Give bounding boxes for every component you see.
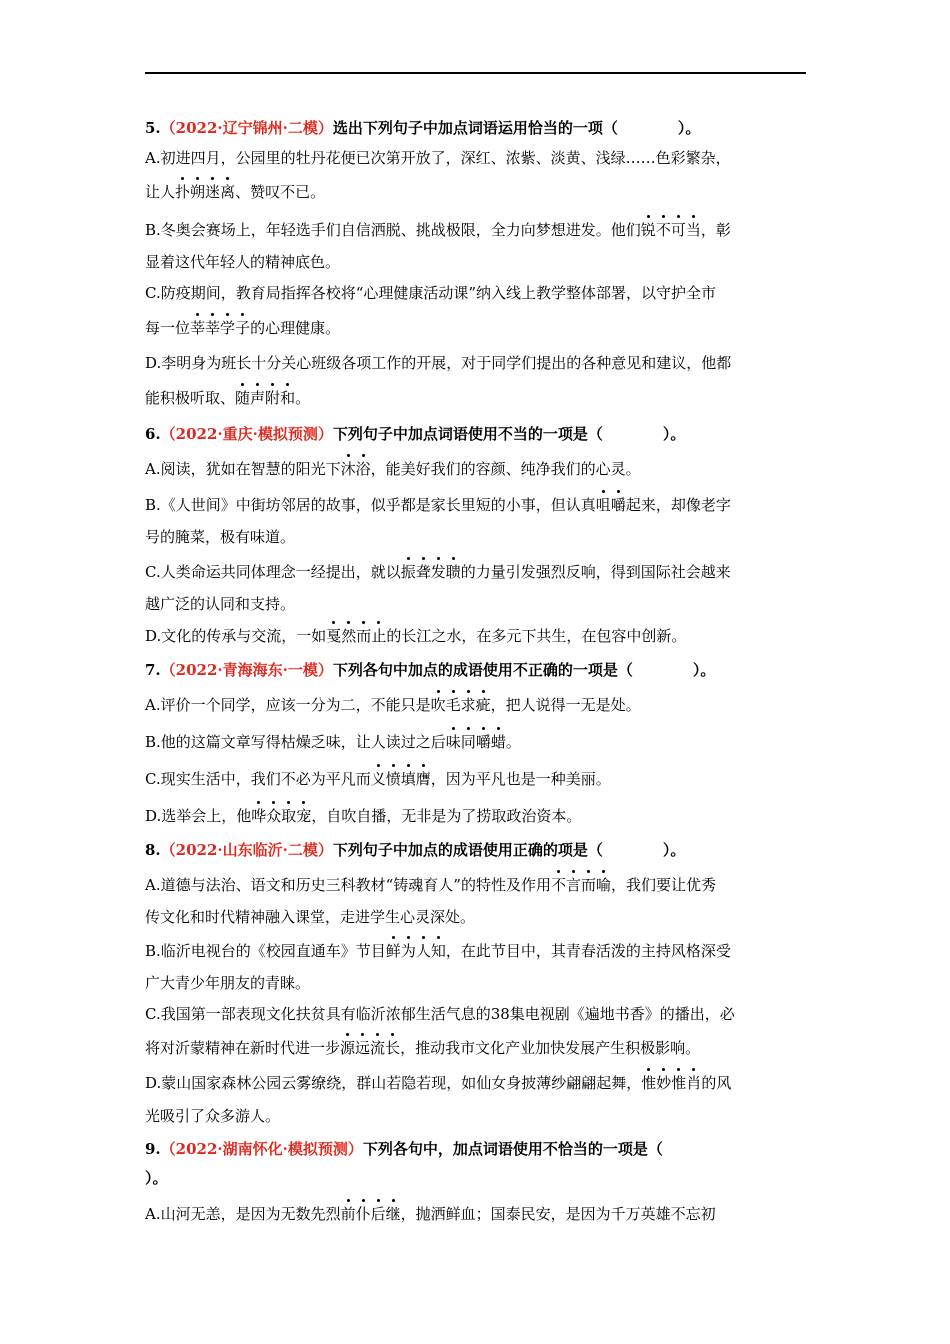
question-stem xyxy=(145,660,715,680)
option-line xyxy=(145,1038,700,1058)
option-line xyxy=(145,562,731,582)
dotted-word xyxy=(341,460,371,478)
option-text: ，推动我市文化产业加快发展产生积极影响。 xyxy=(400,1039,701,1057)
emphasis-char: 惟 xyxy=(641,1074,657,1092)
question-number: 9. xyxy=(145,1140,161,1158)
option-text: B.他的这篇文章写得枯燥乏味，让人读过之后 xyxy=(145,733,446,751)
emphasis-char: 为 xyxy=(400,942,416,960)
emphasis-char: 鲜 xyxy=(385,942,401,960)
emphasis-char: 而 xyxy=(580,876,596,894)
emphasis-char: 而 xyxy=(356,627,372,645)
option-line xyxy=(145,220,731,240)
question-source: （2022·青海海东·一模） xyxy=(160,661,333,679)
emphasis-char: 愤 xyxy=(385,770,401,788)
option-text: D.蒙山国家森林公园云雾缭绕，群山若隐若现，如仙女身披薄纱翩翩起舞， xyxy=(145,1074,642,1092)
option-line xyxy=(145,973,310,993)
question-stem xyxy=(145,118,700,138)
emphasis-char: 宠 xyxy=(296,807,312,825)
option-line xyxy=(145,732,521,752)
option-text: C.人类命运共同体理念一经提出，就以 xyxy=(145,563,401,581)
question-source: （2022·辽宁锦州·二模） xyxy=(160,119,333,137)
question-text: 下列各句中加点的成语使用不正确的一项是（ ）。 xyxy=(332,661,716,679)
option-text: ，我们要让优秀 xyxy=(611,876,717,894)
dotted-word xyxy=(551,876,611,894)
option-line xyxy=(145,875,716,895)
option-line xyxy=(145,1073,731,1093)
emphasis-char: 后 xyxy=(370,1205,386,1223)
option-text: 号的腌菜，极有味道。 xyxy=(145,528,296,546)
emphasis-char: 众 xyxy=(266,807,282,825)
emphasis-char: 毛 xyxy=(445,696,461,714)
emphasis-char: 止 xyxy=(371,627,387,645)
emphasis-char: 不 xyxy=(655,221,671,239)
option-text: D.文化的传承与交流，一如 xyxy=(145,627,327,645)
question-number: 6. xyxy=(145,425,161,443)
emphasis-char: 取 xyxy=(281,807,297,825)
option-text: 的长江之水，在多元下共生，在包容中创新。 xyxy=(386,627,687,645)
emphasis-char: 远 xyxy=(355,1039,371,1057)
option-text: ，把人说得一无是处。 xyxy=(490,696,641,714)
option-line xyxy=(145,252,340,272)
option-text: ，彰 xyxy=(700,221,731,239)
option-line xyxy=(145,907,475,927)
emphasis-char: 哗 xyxy=(251,807,267,825)
option-line xyxy=(145,459,641,479)
emphasis-char: 锐 xyxy=(640,221,656,239)
option-text: 传文化和时代精神融入课堂，走进学生心灵深处。 xyxy=(145,908,476,926)
option-text: 广大青少年朋友的青睐。 xyxy=(145,974,311,992)
option-text: 的心理健康。 xyxy=(250,319,341,337)
option-text: ，自吹自播，无非是为了捞取政治资本。 xyxy=(311,807,582,825)
question-text: 下列句子中加点词语使用不当的一项是（ ）。 xyxy=(332,425,686,443)
dotted-word xyxy=(235,389,295,407)
option-text: 起来，却像老字 xyxy=(625,496,731,514)
dotted-word xyxy=(371,770,431,788)
option-line xyxy=(145,283,716,303)
emphasis-char: 戛 xyxy=(326,627,342,645)
question-source: （2022·湖南怀化·模拟预测） xyxy=(160,1140,363,1158)
option-text: 的风 xyxy=(701,1074,732,1092)
emphasis-char: 长 xyxy=(385,1039,401,1057)
question-number: 8. xyxy=(145,841,161,859)
header-rule xyxy=(145,72,806,74)
option-text: 。 xyxy=(295,389,311,407)
option-text: 显着这代年轻人的精神底色。 xyxy=(145,253,341,271)
option-text: 、赞叹不已。 xyxy=(235,183,326,201)
question-stem xyxy=(145,424,685,444)
option-text: C.防疫期间，教育局指挥各校将“心理健康活动课”纳入线上教学整体部署，以守护全市 xyxy=(145,284,717,302)
emphasis-char: 莘 xyxy=(205,319,221,337)
emphasis-char: 疵 xyxy=(475,696,491,714)
option-text: D.李明身为班长十分关心班级各项工作的开展，对于同学们提出的各种意见和建议，他都 xyxy=(145,354,732,372)
emphasis-char: 嚼 xyxy=(475,733,491,751)
option-text: 。 xyxy=(505,733,521,751)
emphasis-char: 人 xyxy=(415,942,431,960)
question-text: 下列各句中，加点词语使用不恰当的一项是（ xyxy=(362,1140,663,1158)
option-text: C.我国第一部表现文化扶贫具有临沂浓郁生活气息的38集电视剧《遍地书香》的播出，必 xyxy=(145,1005,735,1023)
dotted-word xyxy=(596,496,626,514)
option-line xyxy=(145,941,731,961)
emphasis-char: 咀 xyxy=(595,496,611,514)
dotted-word xyxy=(641,221,701,239)
option-text: A.道德与法治、语文和历史三科教材“铸魂育人”的特性及作用 xyxy=(145,876,551,894)
dotted-word xyxy=(251,807,311,825)
emphasis-char: 填 xyxy=(400,770,416,788)
dotted-word xyxy=(341,1205,401,1223)
option-text: 让人 xyxy=(145,183,176,201)
dotted-word xyxy=(326,627,386,645)
option-text: ，因为平凡也是一种美丽。 xyxy=(430,770,611,788)
option-text: 能积极听取、 xyxy=(145,389,236,407)
option-line xyxy=(145,148,731,168)
emphasis-char: 仆 xyxy=(355,1205,371,1223)
emphasis-char: 随 xyxy=(235,389,251,407)
option-line xyxy=(145,495,731,515)
dotted-word xyxy=(190,319,250,337)
emphasis-char: 扑 xyxy=(175,183,191,201)
emphasis-char: 离 xyxy=(220,183,236,201)
question-text: 下列句子中加点的成语使用正确的项是（ ）。 xyxy=(332,841,686,859)
question-source: （2022·山东临沂·二模） xyxy=(160,841,333,859)
emphasis-char: 流 xyxy=(370,1039,386,1057)
emphasis-char: 然 xyxy=(341,627,357,645)
option-text: B.《人世间》中街坊邻居的故事，似乎都是家长里短的小事，但认真 xyxy=(145,496,596,514)
dotted-word xyxy=(175,183,235,201)
emphasis-char: 莘 xyxy=(190,319,206,337)
option-line xyxy=(145,1204,716,1224)
emphasis-char: 聋 xyxy=(415,563,431,581)
option-text: B.冬奥会赛场上，年轻选手们自信洒脱、挑战极限，全力向梦想进发。他们 xyxy=(145,221,641,239)
option-line xyxy=(145,353,731,373)
emphasis-char: 嚼 xyxy=(610,496,626,514)
dotted-word xyxy=(446,733,506,751)
option-line xyxy=(145,1106,280,1126)
dotted-word xyxy=(401,563,461,581)
emphasis-char: 子 xyxy=(235,319,251,337)
emphasis-char: 和 xyxy=(280,389,296,407)
emphasis-char: 膺 xyxy=(415,770,431,788)
emphasis-char: 振 xyxy=(400,563,416,581)
question-source: （2022·重庆·模拟预测） xyxy=(160,425,333,443)
option-line xyxy=(145,806,581,826)
question-stem xyxy=(145,840,685,860)
option-text: D.选举会上，他 xyxy=(145,807,252,825)
emphasis-char: 沐 xyxy=(340,460,356,478)
emphasis-char: 浴 xyxy=(355,460,371,478)
emphasis-char: 知 xyxy=(430,942,446,960)
option-text: 光吸引了众多游人。 xyxy=(145,1107,281,1125)
emphasis-char: 喻 xyxy=(596,876,612,894)
option-text: ，能美好我们的容颜、纯净我们的心灵。 xyxy=(370,460,641,478)
option-text: 越广泛的认同和支持。 xyxy=(145,595,296,613)
option-line xyxy=(145,318,340,338)
question-text: 选出下列句子中加点词语运用恰当的一项（ ）。 xyxy=(332,119,701,137)
option-line xyxy=(145,626,686,646)
emphasis-char: 发 xyxy=(430,563,446,581)
question-number: 5. xyxy=(145,119,161,137)
question-stem-continued: ）。 xyxy=(145,1169,168,1187)
option-line xyxy=(145,182,325,202)
emphasis-char: 求 xyxy=(460,696,476,714)
question-stem xyxy=(145,1139,663,1159)
option-text: A.山河无恙，是因为无数先烈 xyxy=(145,1205,341,1223)
emphasis-char: 味 xyxy=(445,733,461,751)
dotted-word xyxy=(340,1039,400,1057)
emphasis-char: 附 xyxy=(265,389,281,407)
emphasis-char: 可 xyxy=(670,221,686,239)
dotted-word xyxy=(431,696,491,714)
option-text: A.初进四月，公园里的牡丹花便已次第开放了，深红、浓紫、淡黄、浅绿……色彩繁杂， xyxy=(145,149,731,167)
emphasis-char: 同 xyxy=(460,733,476,751)
option-line xyxy=(145,695,641,715)
emphasis-char: 继 xyxy=(385,1205,401,1223)
option-text: A.阅读，犹如在智慧的阳光下 xyxy=(145,460,341,478)
emphasis-char: 惟 xyxy=(671,1074,687,1092)
option-line xyxy=(145,594,295,614)
emphasis-char: 义 xyxy=(370,770,386,788)
emphasis-char: 不 xyxy=(550,876,566,894)
emphasis-char: 吹 xyxy=(430,696,446,714)
emphasis-char: 当 xyxy=(685,221,701,239)
emphasis-char: 朔 xyxy=(190,183,206,201)
option-text: 将对沂蒙精神在新时代进一步 xyxy=(145,1039,341,1057)
option-line xyxy=(145,1004,735,1024)
option-line xyxy=(145,527,295,547)
dotted-word xyxy=(641,1074,701,1092)
question-number: 7. xyxy=(145,661,161,679)
option-text: 每一位 xyxy=(145,319,191,337)
option-text: C.现实生活中，我们不必为平凡而 xyxy=(145,770,371,788)
emphasis-char: 肖 xyxy=(686,1074,702,1092)
option-line xyxy=(145,769,611,789)
emphasis-char: 声 xyxy=(250,389,266,407)
option-text: B.临沂电视台的《校园直通车》节目 xyxy=(145,942,386,960)
emphasis-char: 言 xyxy=(565,876,581,894)
dotted-word xyxy=(386,942,446,960)
option-text: ，在此节目中，其青春活泼的主持风格深受 xyxy=(445,942,731,960)
option-text: A.评价一个同学，应该一分为二，不能只是 xyxy=(145,696,431,714)
option-text: ，抛洒鲜血；国泰民安，是因为千万英雄不忘初 xyxy=(400,1205,716,1223)
emphasis-char: 前 xyxy=(340,1205,356,1223)
emphasis-char: 聩 xyxy=(445,563,461,581)
emphasis-char: 妙 xyxy=(656,1074,672,1092)
option-text: 的力量引发强烈反响，得到国际社会越来 xyxy=(460,563,731,581)
emphasis-char: 蜡 xyxy=(490,733,506,751)
option-line xyxy=(145,388,310,408)
emphasis-char: 源 xyxy=(340,1039,356,1057)
emphasis-char: 迷 xyxy=(205,183,221,201)
emphasis-char: 学 xyxy=(220,319,236,337)
